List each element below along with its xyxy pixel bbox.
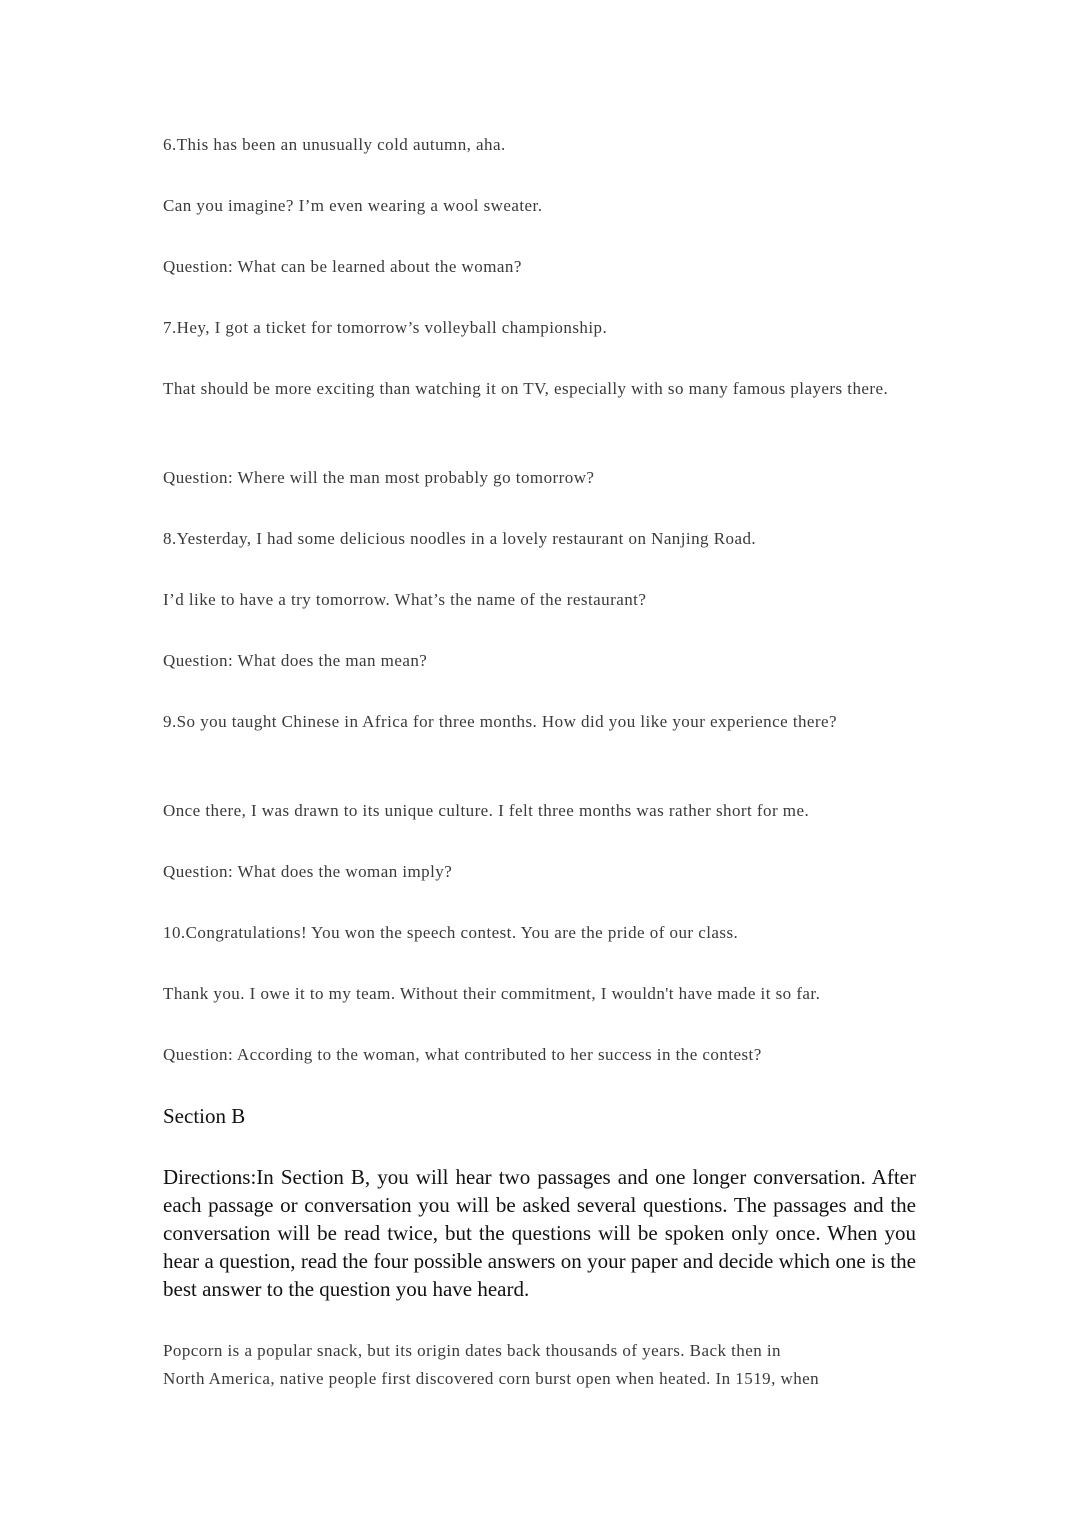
passage-line: Popcorn is a popular snack, but its origin dates back thousands of years. Back then in	[163, 1341, 781, 1360]
dialogue-line: Thank you. I owe it to my team. Without their commitment, I wouldn't have made it so far.	[163, 984, 821, 1003]
dialogue-line: That should be more exciting than watching it on TV, especially with so many famous players there.	[163, 379, 889, 398]
question-line: Question: According to the woman, what contributed to her success in the contest?	[163, 1045, 762, 1064]
section-b-directions: Directions:In Section B, you will hear two passages and one longer conversation. After each passage or conversation you will be asked several questions. The passages and the conversation will be read twice, but the questions will be spoken only once. When you hear a question, read the four possible answers on your paper and decide which one is the best answer to the question you have heard.	[163, 1165, 916, 1301]
question-line: Question: What does the woman imply?	[163, 862, 453, 881]
dialogue-line: Once there, I was drawn to its unique culture. I felt three months was rather short for me.	[163, 801, 810, 820]
question-line: Question: What does the man mean?	[163, 651, 428, 670]
document-page	[163, 0, 916, 1527]
dialogue-line: 9.So you taught Chinese in Africa for three months. How did you like your experience there?	[163, 712, 838, 731]
dialogue-line: 7.Hey, I got a ticket for tomorrow’s volleyball championship.	[163, 318, 608, 337]
dialogue-line: 10.Congratulations! You won the speech contest. You are the pride of our class.	[163, 923, 739, 942]
question-line: Question: What can be learned about the woman?	[163, 257, 522, 276]
dialogue-line: Can you imagine? I’m even wearing a wool sweater.	[163, 196, 543, 215]
dialogue-line: 6.This has been an unusually cold autumn, aha.	[163, 135, 506, 154]
question-line: Question: Where will the man most probably go tomorrow?	[163, 468, 595, 487]
dialogue-line: I’d like to have a try tomorrow. What’s the name of the restaurant?	[163, 590, 647, 609]
passage-line: North America, native people first discovered corn burst open when heated. In 1519, when	[163, 1369, 820, 1388]
dialogue-line: 8.Yesterday, I had some delicious noodles in a lovely restaurant on Nanjing Road.	[163, 529, 757, 548]
section-b-title: Section B	[163, 1104, 246, 1128]
